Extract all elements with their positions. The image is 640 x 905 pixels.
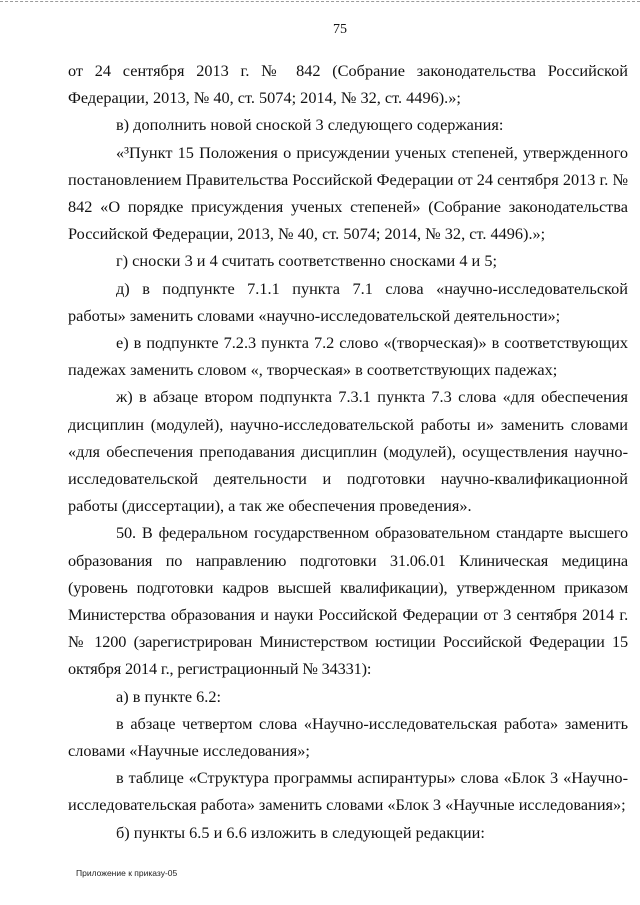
scan-top-edge bbox=[0, 1, 640, 2]
page-number: 75 bbox=[333, 22, 347, 37]
paragraph-fourth-abzac: в абзаце четвертом слова «Научно-исследовательская работа» заменить словами «Научные исследования»; bbox=[68, 713, 628, 761]
paragraph-point-50: 50. В федеральном государственном образовательном стандарте высшего образования по направлению подготовки 31.06.01 Клиническая медицина (уровень подготовки кадров высшей квалификации), утвержденном приказом Министерства образования и науки Российской Федерации от 3 сентября 2014 г. № 1200 (зарегистрирован Министерством юстиции Российской Федерации 15 октября 2014 г., регистрационный № 34331): bbox=[68, 523, 628, 679]
paragraph-table-structure: в таблице «Структура программы аспирантуры» слова «Блок 3 «Научно-исследовательская работа» заменить словами «Блок 3 «Научные исследования»; bbox=[68, 768, 628, 815]
document-body bbox=[68, 57, 628, 846]
paragraph-footnote-3: «³Пункт 15 Положения о присуждении ученых степеней, утвержденного постановлением Правительства Российской Федерации от 24 сентября 2013 г. № 842 «О порядке присуждения ученых степеней» (Собрание законодательства Российской Федерации, 2013, № 40, ст. 5074; 2014, № 32, ст. 4496).»; bbox=[68, 142, 628, 244]
paragraph-item-zh: ж) в абзаце втором подпункта 7.3.1 пункта 7.3 слова «для обеспечения дисциплин (модулей), научно-исследовательской работы и» заменить словами «для обеспечения преподавания дисциплин (модулей), осуществления научно-исследовательской деятельности и подготовки научно-квалификационной работы (диссертации), а так же обеспечения проведения». bbox=[68, 387, 628, 516]
paragraph-item-e: е) в подпункте 7.2.3 пункта 7.2 слово «(творческая)» в соответствующих падежах заменить словом «, творческая» в соответствующих падежах; bbox=[68, 333, 628, 380]
paragraph-item-d: д) в подпункте 7.1.1 пункта 7.1 слова «научно-исследовательской работы» заменить словами «научно-исследовательской деятельности»; bbox=[68, 278, 628, 325]
paragraph-continuation: от 24 сентября 2013 г. № 842 (Собрание законодательства Российской Федерации, 2013, № 40, ст. 5074; 2014, № 32, ст. 4496).»; bbox=[68, 61, 628, 108]
paragraph-item-v: в) дополнить новой сноской 3 следующего содержания: bbox=[116, 115, 504, 135]
paragraph-item-g: г) сноски 3 и 4 считать соответственно сносками 4 и 5; bbox=[116, 251, 497, 271]
paragraph-item-a: а) в пункте 6.2: bbox=[116, 686, 222, 706]
footer-note: Приложение к приказу-05 bbox=[76, 868, 178, 878]
paragraph-item-b: б) пункты 6.5 и 6.6 изложить в следующей редакции: bbox=[116, 822, 485, 842]
